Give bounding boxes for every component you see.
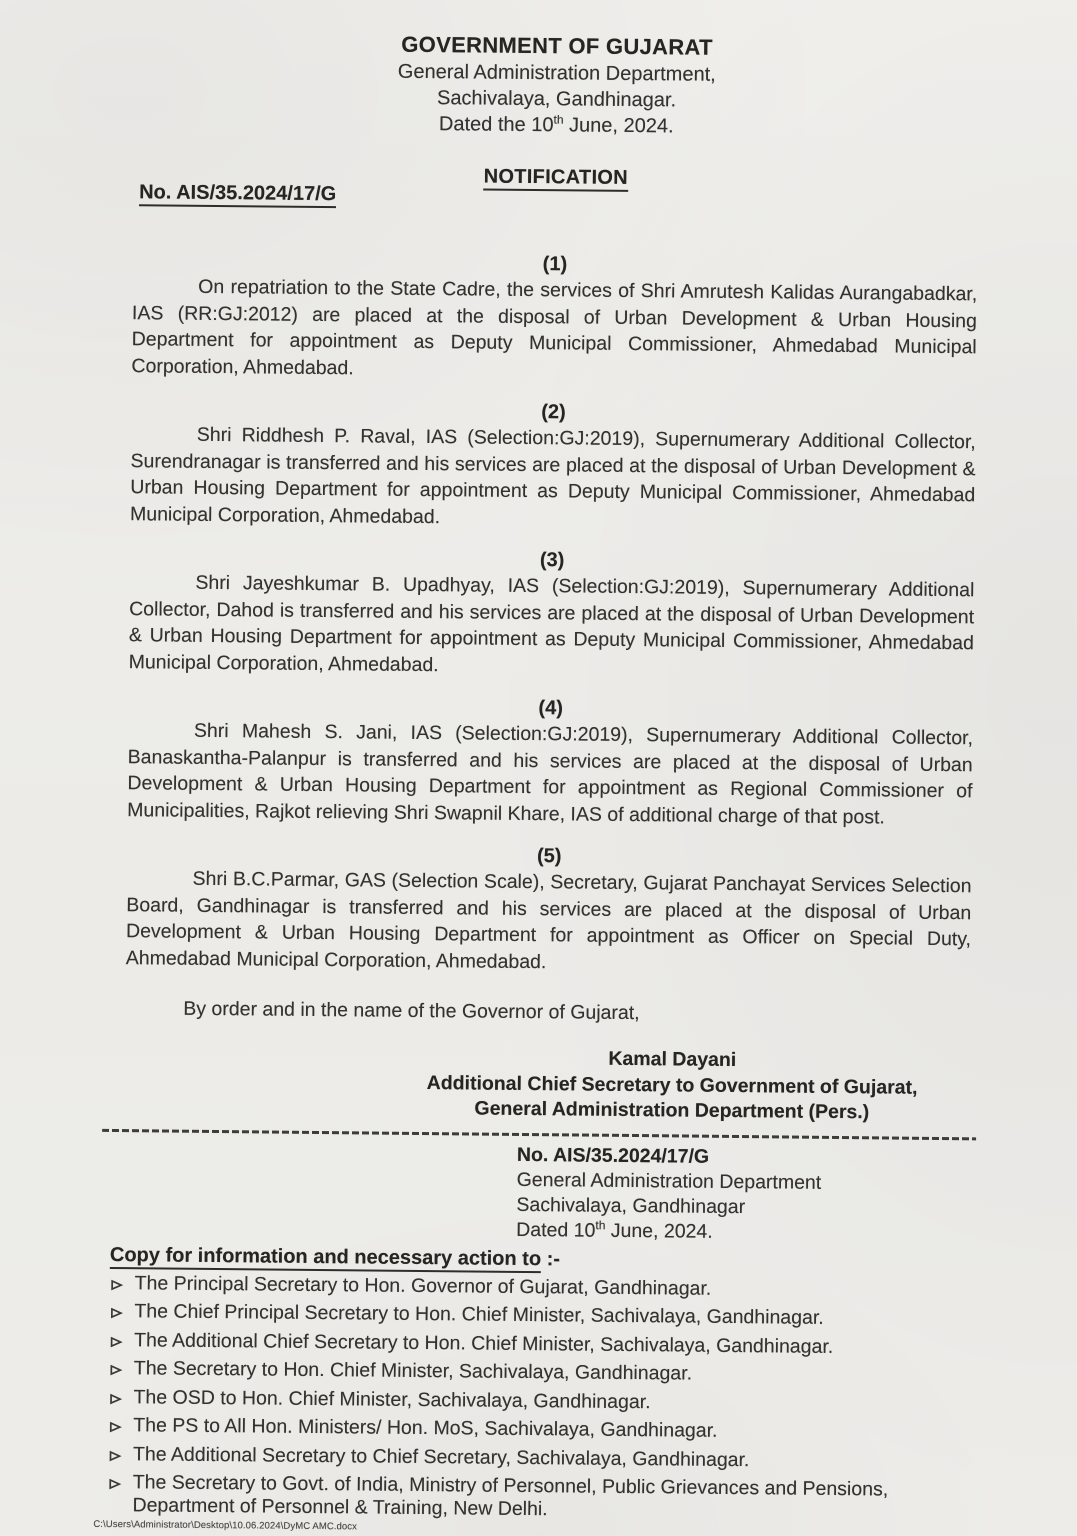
paragraph-4 bbox=[127, 692, 973, 831]
recipient-item: The PS to All Hon. Ministers/ Hon. MoS, Sachivalaya, Gandhinagar. bbox=[108, 1414, 966, 1448]
paragraph-3-number: (3) bbox=[539, 549, 565, 572]
paragraph-2-number: (2) bbox=[541, 401, 566, 424]
recipient-item: The Secretary to Govt. of India, Ministry of Personnel, Public Grievances and Pensions, Department of Personnel & Training, New Delhi. bbox=[107, 1471, 965, 1524]
reference-number: No. AIS/35.2024/17/G bbox=[139, 181, 336, 206]
notification-heading-row bbox=[133, 162, 978, 224]
arrowhead-bullet-icon bbox=[109, 1303, 123, 1326]
by-order-line: By order and in the name of the Governor of Gujarat, bbox=[183, 997, 640, 1025]
document-header bbox=[134, 28, 980, 142]
endorsement-ref-number: No. AIS/35.2024/17/G bbox=[516, 1143, 710, 1168]
place-line: Sachivalaya, Gandhinagar. bbox=[436, 87, 677, 112]
arrowhead-bullet-icon bbox=[108, 1417, 122, 1440]
notification-title: NOTIFICATION bbox=[133, 162, 978, 193]
paragraph-5 bbox=[126, 840, 972, 979]
arrowhead-bullet-icon bbox=[110, 1275, 124, 1298]
dashed-separator bbox=[102, 1128, 976, 1139]
copy-to-heading: Copy for information and necessary action to :- bbox=[110, 1244, 968, 1275]
signatory-name: Kamal Dayani bbox=[608, 1047, 737, 1072]
recipient-item: The Additional Secretary to Chief Secretary, Sachivalaya, Gandhinagar. bbox=[108, 1443, 966, 1477]
paragraph-3-text: Shri Jayeshkumar B. Upadhyay, IAS (Selection:GJ:2019), Supernumerary Additional Collector, Dahod is transferred and his services are placed at the disposal of Urban Development & Urban Housing Department for appointment as Deputy Municipal Commissioner, Ahmedabad Municipal Corporation, Ahmedabad. bbox=[128, 571, 975, 676]
signatory-title-1: Additional Chief Secretary to Government of Gujarat, bbox=[426, 1071, 918, 1099]
department-line: General Administration Department, bbox=[397, 60, 716, 86]
recipient-item: The Secretary to Hon. Chief Minister, Sachivalaya, Gandhinagar. bbox=[109, 1357, 967, 1391]
arrowhead-bullet-icon bbox=[108, 1389, 122, 1412]
endorsement-date: Dated 10th June, 2024. bbox=[516, 1217, 713, 1243]
arrowhead-bullet-icon bbox=[108, 1446, 122, 1469]
date-superscript: th bbox=[595, 1217, 606, 1232]
recipient-item: The OSD to Hon. Chief Minister, Sachivalaya, Gandhinagar. bbox=[108, 1386, 966, 1420]
recipient-item: The Additional Chief Secretary to Hon. Chief Minister, Sachivalaya, Gandhinagar. bbox=[109, 1329, 967, 1363]
paragraph-1-text: On repatriation to the State Cadre, the services of Shri Amrutesh Kalidas Aurangabadkar, IAS (RR:GJ:2012) are placed at the disposal of Urban Development & Urban Housing Department for appointment as Deputy Municipal Commissioner, Ahmedabad Municipal Corporation, Ahmedabad. bbox=[131, 275, 978, 379]
paragraph-3 bbox=[129, 544, 975, 683]
arrowhead-bullet-icon bbox=[109, 1332, 123, 1355]
recipient-item: The Principal Secretary to Hon. Governor of Gujarat, Gandhinagar. bbox=[110, 1272, 968, 1306]
document-file-path: C:\Users\Administrator\Desktop\10.06.2024\DyMC AMC.docx bbox=[93, 1518, 358, 1533]
paragraph-4-text: Shri Mahesh S. Jani, IAS (Selection:GJ:2019), Supernumerary Additional Collector, Banaskantha-Palanpur is transferred and his services are placed at the disposal of Urban Development & Urban Housing Department for appointment as Regional Commissioner of Municipalities, Rajkot relieving Shri Swapnil Khare, IAS of additional charge of that post. bbox=[127, 719, 974, 828]
paragraph-5-text: Shri B.C.Parmar, GAS (Selection Scale), Secretary, Gujarat Panchayat Services Selection Board, Gandhinagar is transferred and his services are placed at the disposal of Urban Development & Urban Housing Department for appointment as Officer on Special Duty, Ahmedabad Municipal Corporation, Ahmedabad. bbox=[125, 867, 972, 973]
endorsement-department: General Administration Department bbox=[516, 1168, 822, 1194]
date-line: Dated the 10th June, 2024. bbox=[438, 112, 674, 138]
paragraph-1 bbox=[131, 248, 977, 387]
signature-block bbox=[374, 1045, 970, 1127]
endorsement-place: Sachivalaya, Gandhinagar bbox=[516, 1193, 746, 1218]
paragraph-2-text: Shri Riddhesh P. Raval, IAS (Selection:GJ:2019), Supernumerary Additional Collector, Surendranagar is transferred and his services are placed at the disposal of Urban Development & Urban Housing Department for appointment as Deputy Municipal Commissioner, Ahmedabad Municipal Corporation, Ahmedabad. bbox=[129, 423, 976, 528]
recipients-list bbox=[107, 1272, 967, 1525]
arrowhead-bullet-icon bbox=[108, 1474, 122, 1497]
endorsement-reference-block bbox=[516, 1142, 969, 1246]
recipient-item: The Chief Principal Secretary to Hon. Chief Minister, Sachivalaya, Gandhinagar. bbox=[109, 1300, 967, 1334]
org-title: GOVERNMENT OF GUJARAT bbox=[401, 31, 713, 60]
paragraph-2 bbox=[130, 396, 976, 535]
paragraph-5-number: (5) bbox=[536, 845, 562, 868]
paragraph-1-number: (1) bbox=[542, 253, 568, 276]
date-superscript: th bbox=[553, 112, 564, 127]
paragraph-4-number: (4) bbox=[538, 697, 564, 720]
arrowhead-bullet-icon bbox=[109, 1360, 123, 1383]
signatory-title-2: General Administration Department (Pers.) bbox=[474, 1097, 870, 1124]
